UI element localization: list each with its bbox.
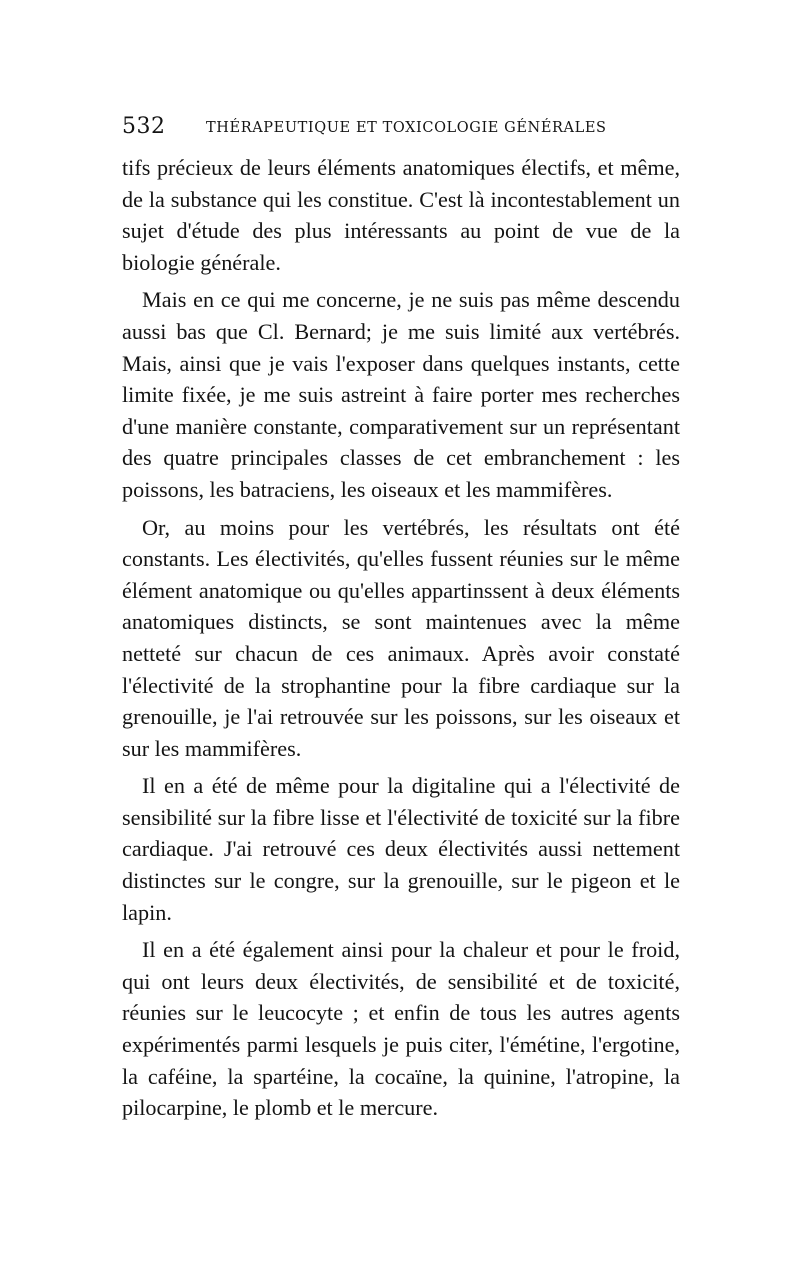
- paragraph: Il en a été de même pour la digitaline qui a l'électivité de sensibilité sur la fibre lisse et l'électivité de toxicité sur la fibre cardiaque. J'ai retrouvé ces deux électivités aussi nettement distinctes sur le congre, sur la grenouille, sur le pigeon et le lapin.: [122, 773, 680, 925]
- body-text: [122, 152, 680, 1130]
- paragraph: Il en a été également ainsi pour la chaleur et pour le froid, qui ont leurs deux électivités, de sensibilité et de toxicité, réunies sur le leucocyte ; et enfin de tous les autres agents expérimentés parmi lesquels je puis citer, l'émétine, l'ergotine, la caféine, la spartéine, la cocaïne, la quinine, l'atropine, la pilocarpine, le plomb et le mercure.: [122, 937, 680, 1121]
- paragraph: Mais en ce qui me concerne, je ne suis pas même descendu aussi bas que Cl. Bernard; je me suis limité aux vertébrés. Mais, ainsi que je vais l'exposer dans quelques instants, cette limite fixée, je me suis astreint à faire porter mes recherches d'une manière constante, comparativement sur un représentant des quatre principales classes de cet embranchement : les poissons, les batraciens, les oiseaux et les mammifères.: [122, 287, 680, 502]
- running-title: THÉRAPEUTIQUE ET TOXICOLOGIE GÉNÉRALES: [206, 120, 607, 136]
- paragraph: Or, au moins pour les vertébrés, les résultats ont été constants. Les électivités, qu'elles fussent réunies sur le même élément anatomique ou qu'elles appartinssent à deux éléments anatomiques distincts, se sont maintenues avec la même netteté sur chacun de ces animaux. Après avoir constaté l'électivité de la strophantine pour la fibre cardiaque sur la grenouille, je l'ai retrouvée sur les poissons, sur les oiseaux et sur les mammifères.: [122, 514, 680, 761]
- page-number: 532: [122, 114, 166, 139]
- paragraph-continued: tifs précieux de leurs éléments anatomiques électifs, et même, de la substance qui les constitue. C'est là incontestablement un sujet d'étude des plus intéressants au point de vue de la biologie générale.: [122, 155, 680, 275]
- running-head: [122, 112, 682, 142]
